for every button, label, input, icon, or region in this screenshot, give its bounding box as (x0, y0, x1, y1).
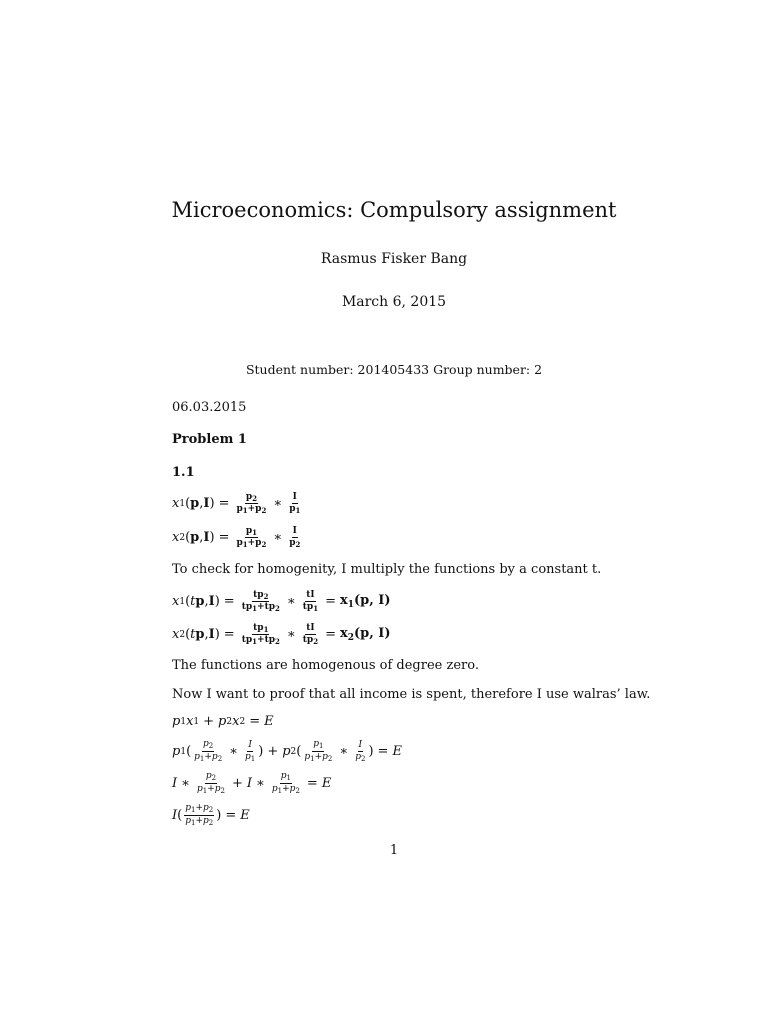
equation-x1: x 1 ( p , I ) = $\frac{p_2}{p_1+p_2}$ ∗ $\frac{I}{p_1}$ (172, 492, 301, 515)
paper-title: Microeconomics: Compulsory assignment (171, 198, 617, 222)
equation-budget: p 1 x 1 + p 2 x 2 = E (172, 714, 274, 729)
page-number: 1 (389, 843, 399, 858)
equation-simplified: I ( $\frac{p_1+p_2}{p_1+p_2}$ ) = E (172, 803, 250, 827)
dated-line: 06.03.2015 (172, 400, 247, 415)
equation-x2: x 2 ( p , I ) = $\frac{p_1}{p_1+p_2}$ ∗ $\frac{I}{p_2}$ (172, 526, 301, 549)
subsection-heading: 1.1 (172, 465, 195, 480)
text-homogenity: To check for homogenity, I multiply the functions by a constant t. (172, 562, 602, 577)
equation-x1-scaled: x 1 ( t p , I ) = $\frac{tp_2}{tp_1+tp_2}$ ∗ $\frac{tI}{tp_1}$ = $x_1(p$, I) (172, 590, 391, 613)
equation-x2-scaled: x 2 ( t p , I ) = $\frac{tp_1}{tp_1+tp_2}$ ∗ $\frac{tI}{tp_2}$ = $x_2(p$, I) (172, 623, 391, 646)
student-info: Student number: 201405433 Group number: 2 (245, 362, 543, 377)
equation-substituted: p 1 ( $\frac{p_2}{p_1+p_2}$ ∗ $\frac{I}{p_1}$ ) + p 2 ( $\frac{p_1}{p_1+p_2}$ ∗ $\frac{I}{p_2}$ ) = E (172, 739, 402, 763)
date: March 6, 2015 (341, 294, 447, 310)
problem-heading: Problem 1 (172, 432, 247, 447)
text-walras: Now I want to proof that all income is spent, therefore I use walras’ law. (172, 687, 651, 702)
equation-income-terms: I ∗ $\frac{p_2}{p_1+p_2}$ + I ∗ $\frac{p_1}{p_1+p_2}$ = E (172, 771, 332, 795)
author: Rasmus Fisker Bang (320, 251, 468, 267)
text-degree: The functions are homogenous of degree zero. (172, 658, 479, 673)
